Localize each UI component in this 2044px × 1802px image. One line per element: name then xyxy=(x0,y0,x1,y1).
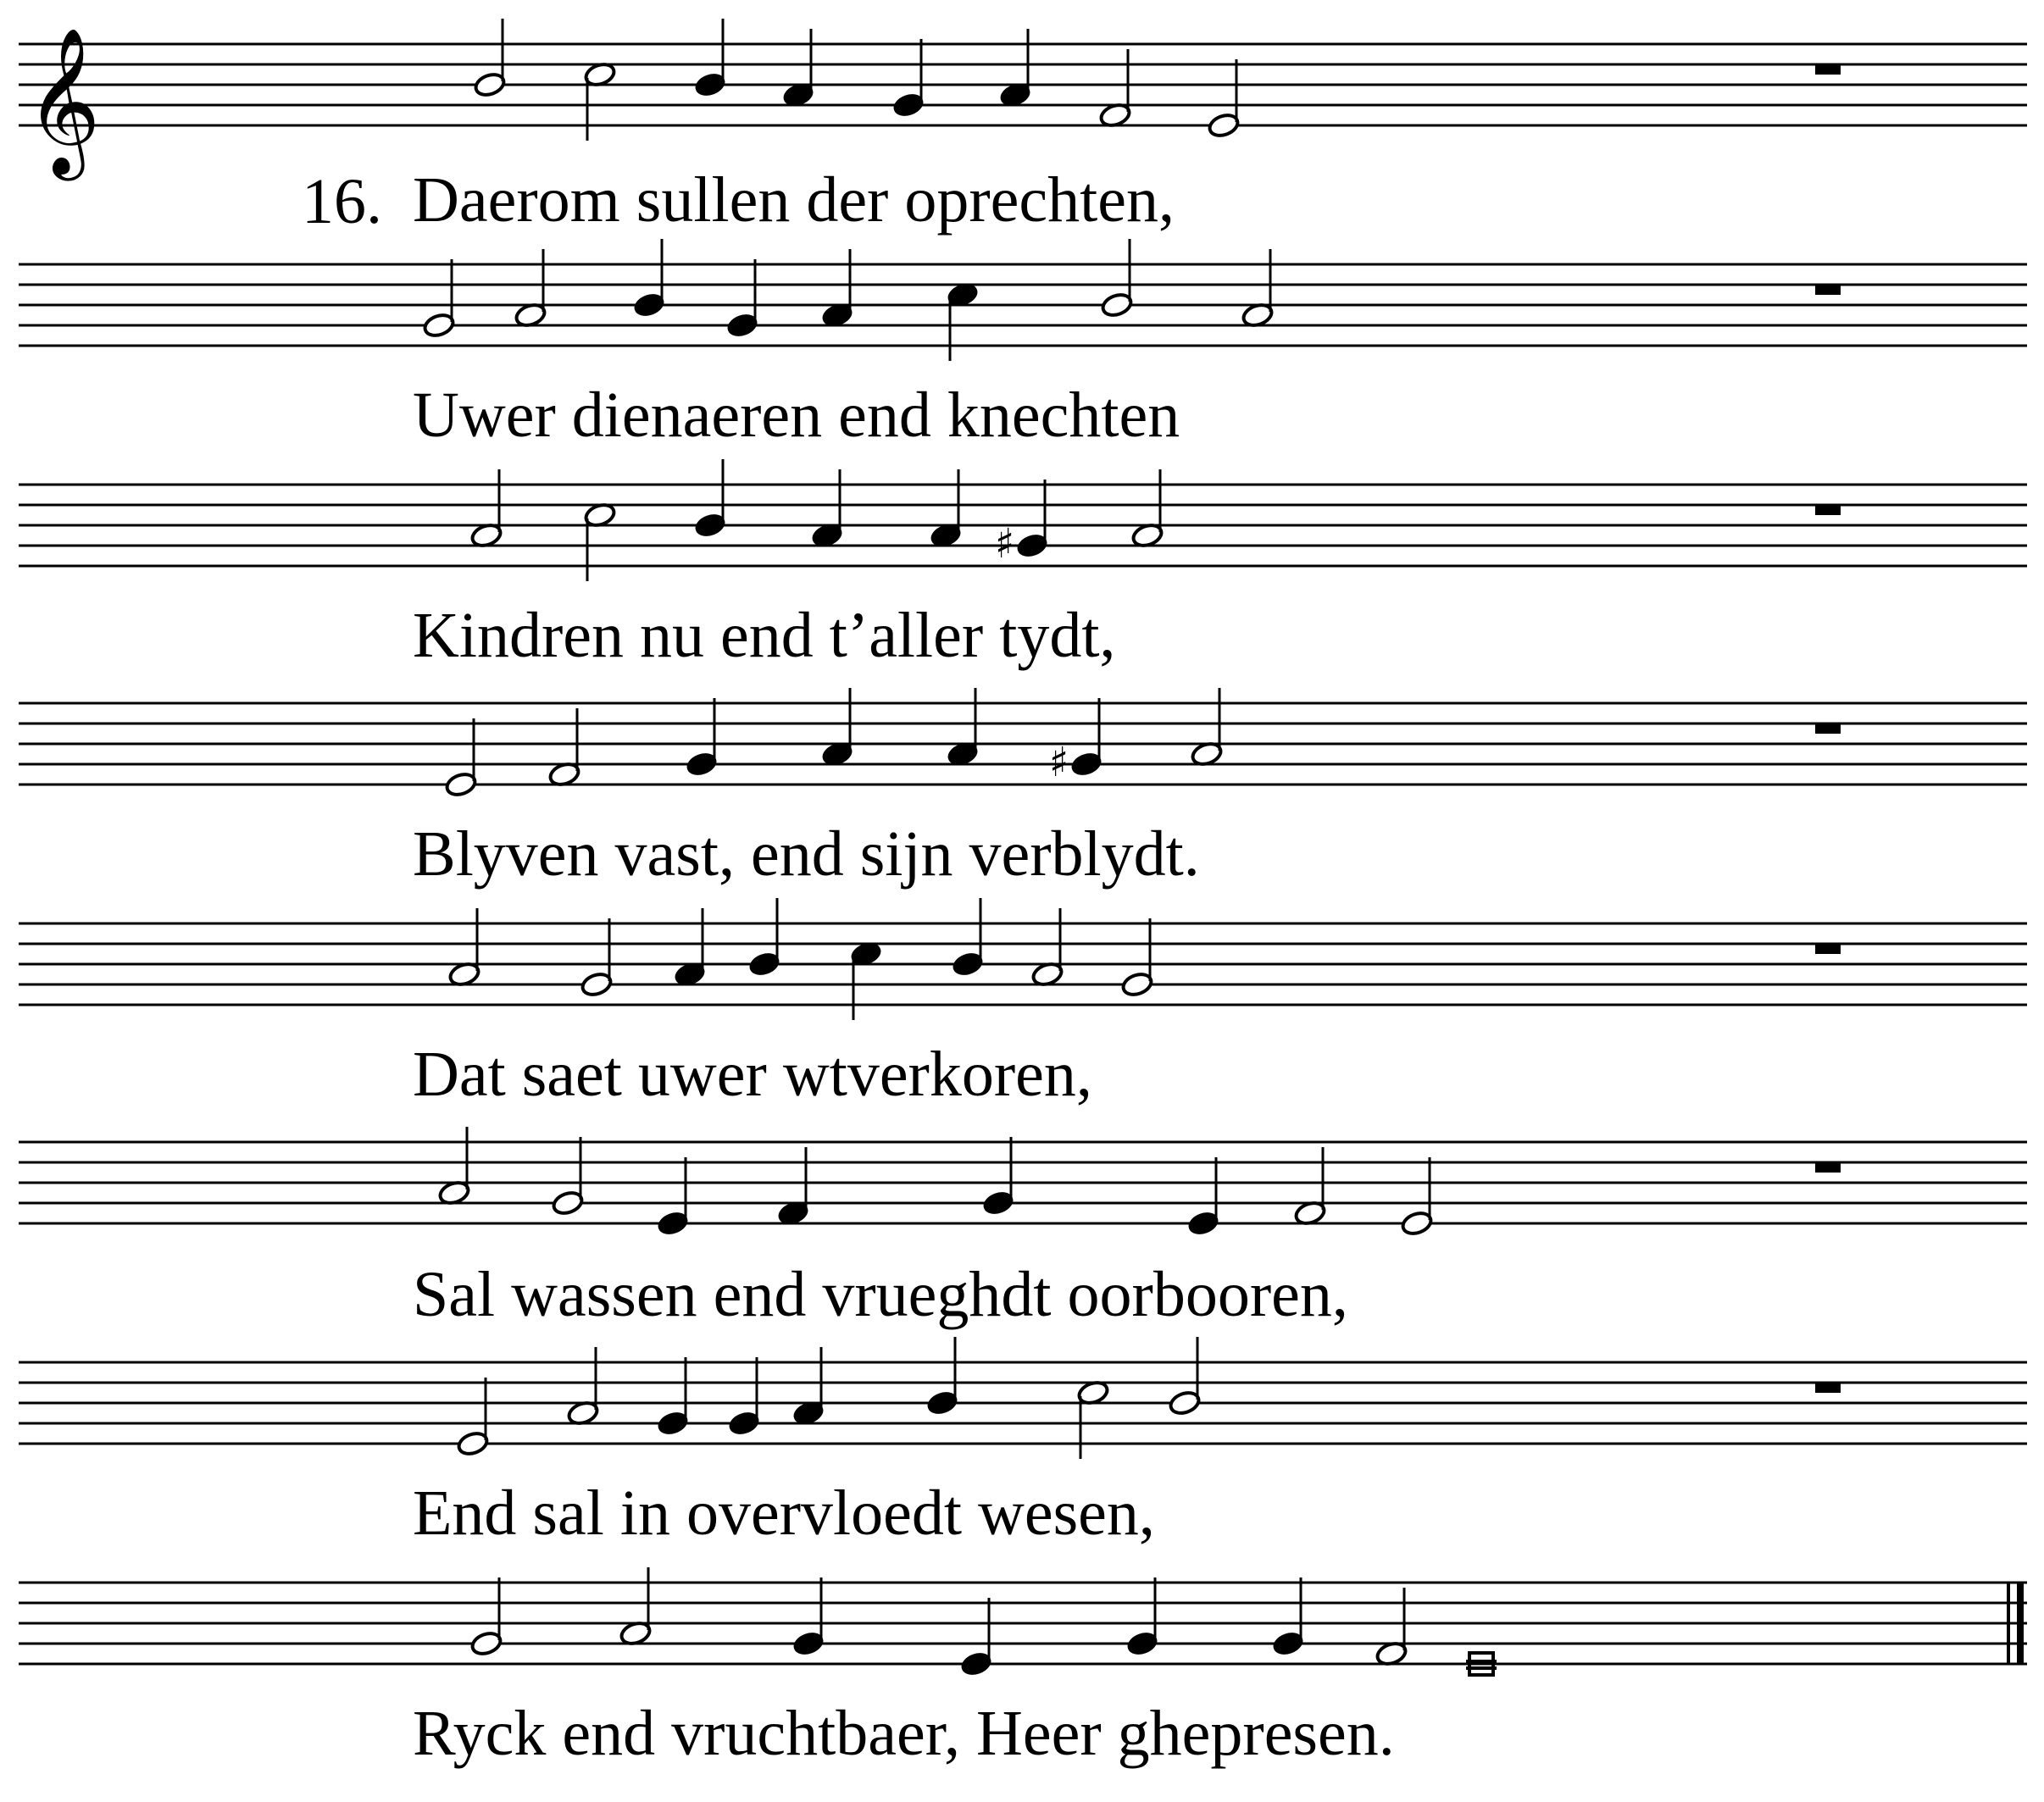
rest-icon xyxy=(1815,1162,1841,1173)
rest-icon xyxy=(1815,724,1841,734)
rest-icon xyxy=(1815,505,1841,515)
lyric-line-5: Dat saet uwer wtverkoren, xyxy=(413,1039,1092,1110)
sharp-icon: ♯ xyxy=(1049,739,1069,786)
treble-clef-icon: 𝄞 xyxy=(25,27,101,175)
lyric-line-7: End sal in overvloedt wesen, xyxy=(413,1478,1155,1549)
lyric-line-3: Kindren nu end t’aller tydt, xyxy=(413,600,1116,671)
rest-icon xyxy=(1815,285,1841,295)
sharp-icon: ♯ xyxy=(995,520,1015,568)
lyric-line-6: Sal wassen end vrueghdt oorbooren, xyxy=(413,1259,1348,1330)
rest-icon xyxy=(1815,1383,1841,1393)
verse-number: 16. xyxy=(302,166,382,237)
lyric-line-8: Ryck end vruchtbaer, Heer ghepresen. xyxy=(413,1698,1395,1769)
rest-icon xyxy=(1815,944,1841,954)
lyric-line-1: Daerom sullen der oprechten, xyxy=(413,164,1175,236)
rest-icon xyxy=(1815,64,1841,75)
lyric-line-4: Blyven vast, end sijn verblydt. xyxy=(413,818,1200,890)
lyric-line-2: Uwer dienaeren end knechten xyxy=(413,380,1180,451)
